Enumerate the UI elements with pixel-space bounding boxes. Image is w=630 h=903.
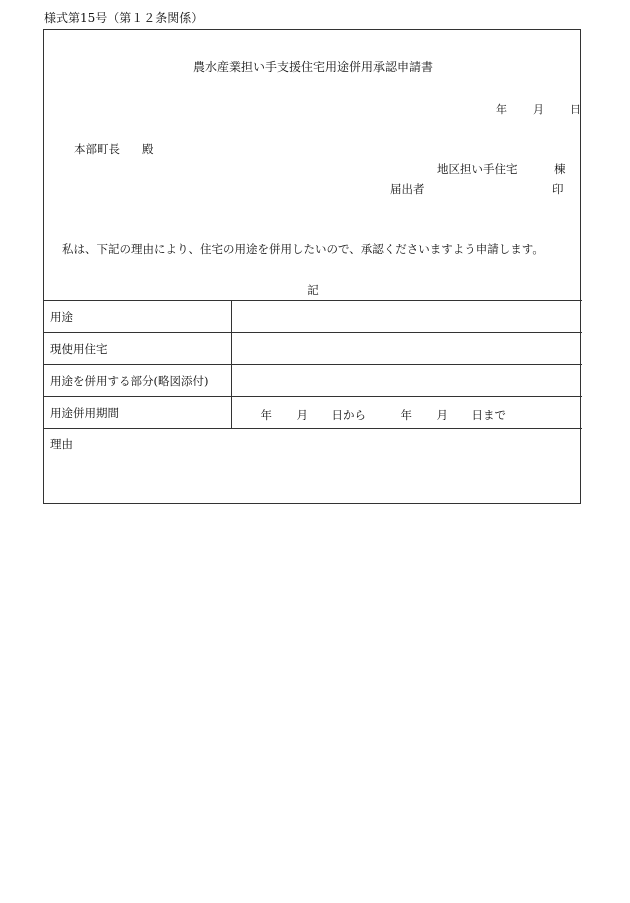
addressee: [74, 144, 154, 156]
area-label: 地区担い手住宅: [437, 162, 518, 176]
request-statement: 私は、下記の理由により、住宅の用途を併用したいので、承認くださいますよう申請します。: [62, 242, 544, 256]
use-label: 用途: [44, 301, 231, 333]
shared-part-field[interactable]: [231, 365, 582, 397]
period-month-to: 月: [436, 407, 448, 422]
table-row: [44, 333, 582, 365]
applicant-label: 届出者: [390, 182, 425, 196]
period-day-from: 日から: [331, 407, 366, 422]
form-number-label: 様式第15号（第１２条関係）: [44, 11, 204, 25]
form-title: 農水産業担い手支援住宅用途併用承認申請書: [192, 60, 433, 74]
table-row: [44, 397, 582, 429]
building-unit-label: 棟: [554, 162, 566, 176]
reason-field[interactable]: [44, 429, 582, 505]
date-year-label: 年: [496, 103, 507, 116]
period-month-from: 月: [296, 407, 308, 422]
period-date-range: [238, 407, 577, 422]
addressee-name: 本部町長: [74, 142, 120, 156]
current-house-field[interactable]: [231, 333, 582, 365]
current-house-label: 現使用住宅: [44, 333, 231, 365]
application-form: [43, 29, 581, 504]
table-row: [44, 301, 582, 333]
date-line: [496, 104, 581, 115]
addressee-honorific: 殿: [142, 142, 154, 156]
applicant-row: [390, 182, 564, 196]
ki-heading: 記: [307, 283, 319, 297]
table-row: [44, 365, 582, 397]
details-table: [44, 300, 582, 505]
reason-label: 理由: [50, 437, 73, 451]
table-row: [44, 429, 582, 505]
period-day-to: 日まで: [471, 407, 506, 422]
period-year-to: 年: [400, 407, 412, 422]
period-year-from: 年: [260, 407, 272, 422]
date-month-label: 月: [533, 103, 544, 116]
period-label: 用途併用期間: [44, 397, 231, 429]
use-field[interactable]: [231, 301, 582, 333]
date-day-label: 日: [570, 103, 581, 116]
area-row: [437, 162, 566, 176]
period-field[interactable]: [231, 397, 582, 429]
shared-part-label: 用途を併用する部分(略図添付): [44, 365, 231, 397]
seal-label: 印: [552, 182, 564, 196]
